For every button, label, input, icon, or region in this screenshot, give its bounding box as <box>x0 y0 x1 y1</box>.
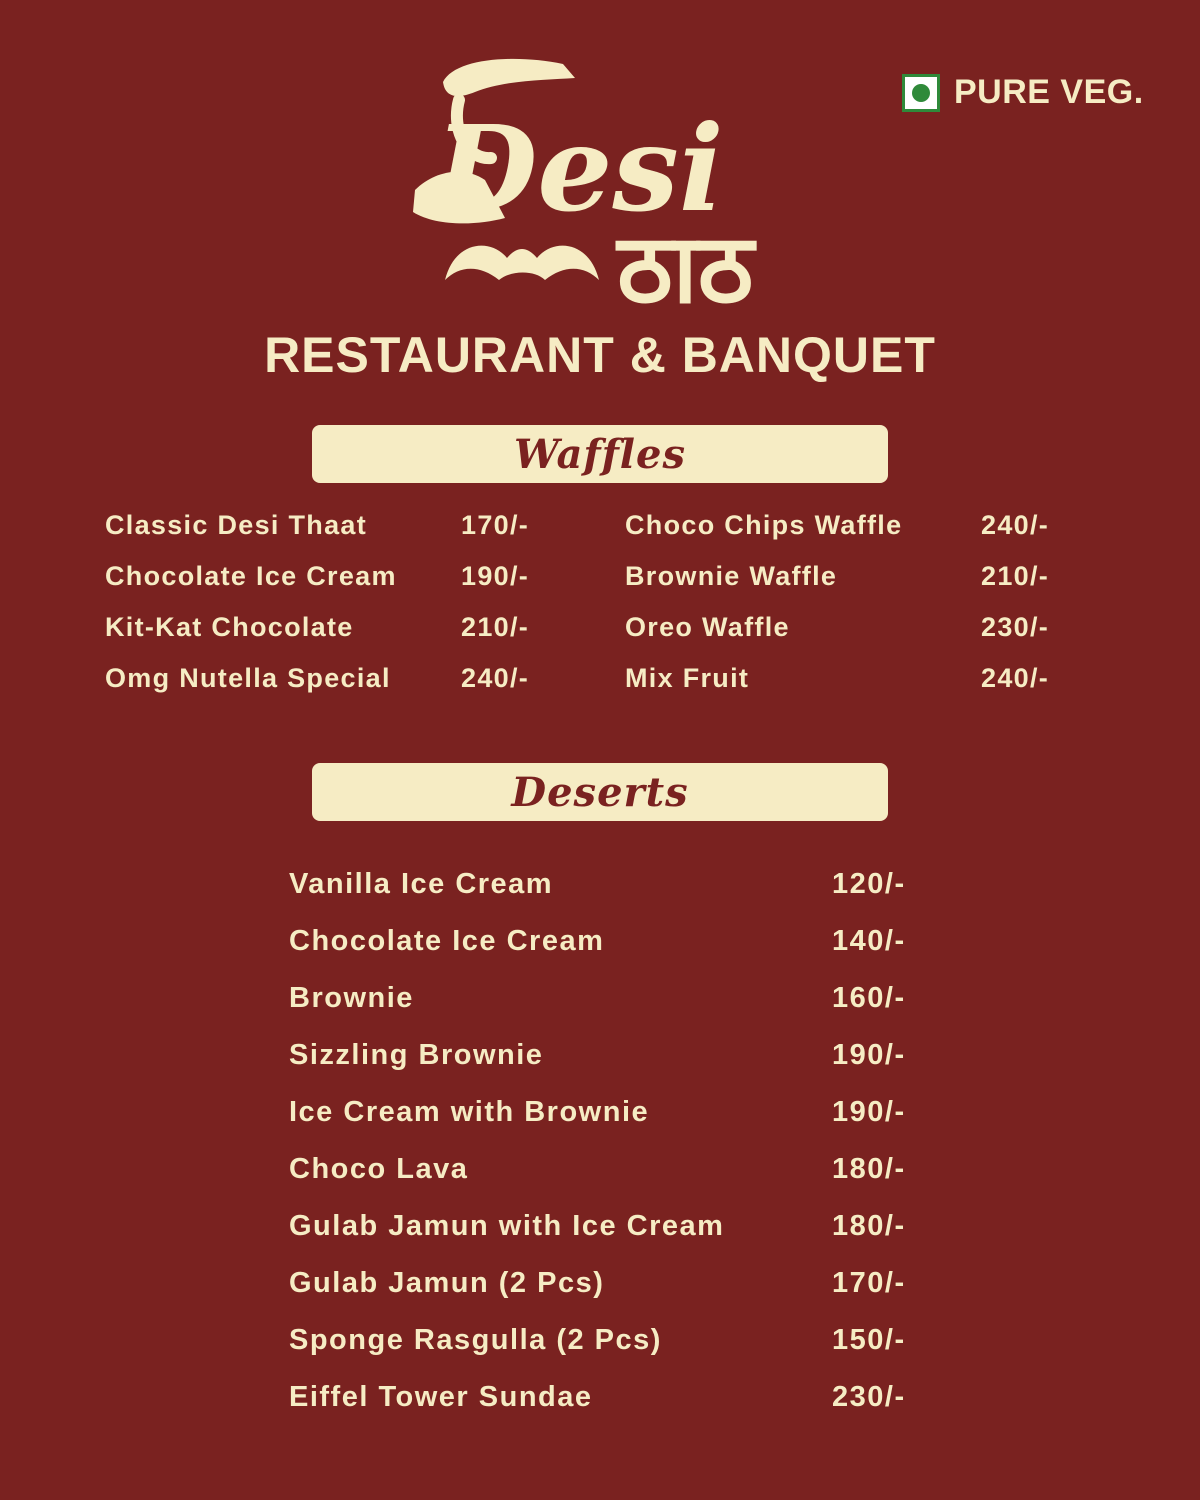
waffle-item-price: 170/- <box>461 510 530 540</box>
subtitle: RESTAURANT & BANQUET <box>264 327 936 383</box>
dessert-item-name: Choco Lava <box>289 1153 469 1185</box>
dessert-item-name: Eiffel Tower Sundae <box>289 1381 593 1413</box>
waffles-header <box>312 425 888 483</box>
dessert-item-price: 190/- <box>832 1096 906 1128</box>
pure-veg-badge <box>902 73 1144 112</box>
dessert-item-price: 230/- <box>832 1381 906 1413</box>
moustache-icon <box>445 246 599 280</box>
waffle-item-price: 210/- <box>981 561 1050 591</box>
waffle-item-name: Chocolate Ice Cream <box>105 561 397 591</box>
logo-script: ठाठ <box>617 213 754 325</box>
dessert-item-name: Sponge Rasgulla (2 Pcs) <box>289 1324 662 1356</box>
dessert-item-price: 120/- <box>832 868 906 900</box>
veg-symbol-icon <box>902 74 940 112</box>
dessert-item-price: 170/- <box>832 1267 906 1299</box>
waffle-item-name: Choco Chips Waffle <box>625 510 903 540</box>
dessert-item-price: 190/- <box>832 1039 906 1071</box>
waffle-item-price: 210/- <box>461 612 530 642</box>
dessert-item-price: 160/- <box>832 982 906 1014</box>
dessert-item-name: Brownie <box>289 982 414 1014</box>
restaurant-logo <box>395 40 815 330</box>
dessert-item-price: 140/- <box>832 925 906 957</box>
waffle-item-name: Oreo Waffle <box>625 612 790 642</box>
waffle-item-price: 230/- <box>981 612 1050 642</box>
waffle-item-name: Omg Nutella Special <box>105 663 391 693</box>
logo-word: Desi <box>435 99 724 238</box>
waffle-item-price: 240/- <box>981 510 1050 540</box>
waffle-item-name: Kit-Kat Chocolate <box>105 612 354 642</box>
desserts-title: Deserts <box>511 768 689 816</box>
dessert-item-price: 150/- <box>832 1324 906 1356</box>
logo-graphic <box>395 40 815 330</box>
waffle-item-price: 190/- <box>461 561 530 591</box>
dessert-item-price: 180/- <box>832 1210 906 1242</box>
waffle-item-price: 240/- <box>981 663 1050 693</box>
waffle-item-name: Mix Fruit <box>625 663 750 693</box>
desserts-header <box>312 763 888 821</box>
dessert-item-name: Vanilla Ice Cream <box>289 868 554 900</box>
dessert-item-name: Gulab Jamun (2 Pcs) <box>289 1267 605 1299</box>
dessert-item-name: Ice Cream with Brownie <box>289 1096 650 1128</box>
dessert-item-name: Chocolate Ice Cream <box>289 925 605 957</box>
dessert-item-price: 180/- <box>832 1153 906 1185</box>
waffle-item-name: Classic Desi Thaat <box>105 510 368 540</box>
pure-veg-label: PURE VEG. <box>954 73 1144 111</box>
dessert-item-name: Sizzling Brownie <box>289 1039 544 1071</box>
waffle-item-name: Brownie Waffle <box>625 561 838 591</box>
dessert-item-name: Gulab Jamun with Ice Cream <box>289 1210 725 1242</box>
waffles-title: Waffles <box>514 430 686 478</box>
waffle-item-price: 240/- <box>461 663 530 693</box>
